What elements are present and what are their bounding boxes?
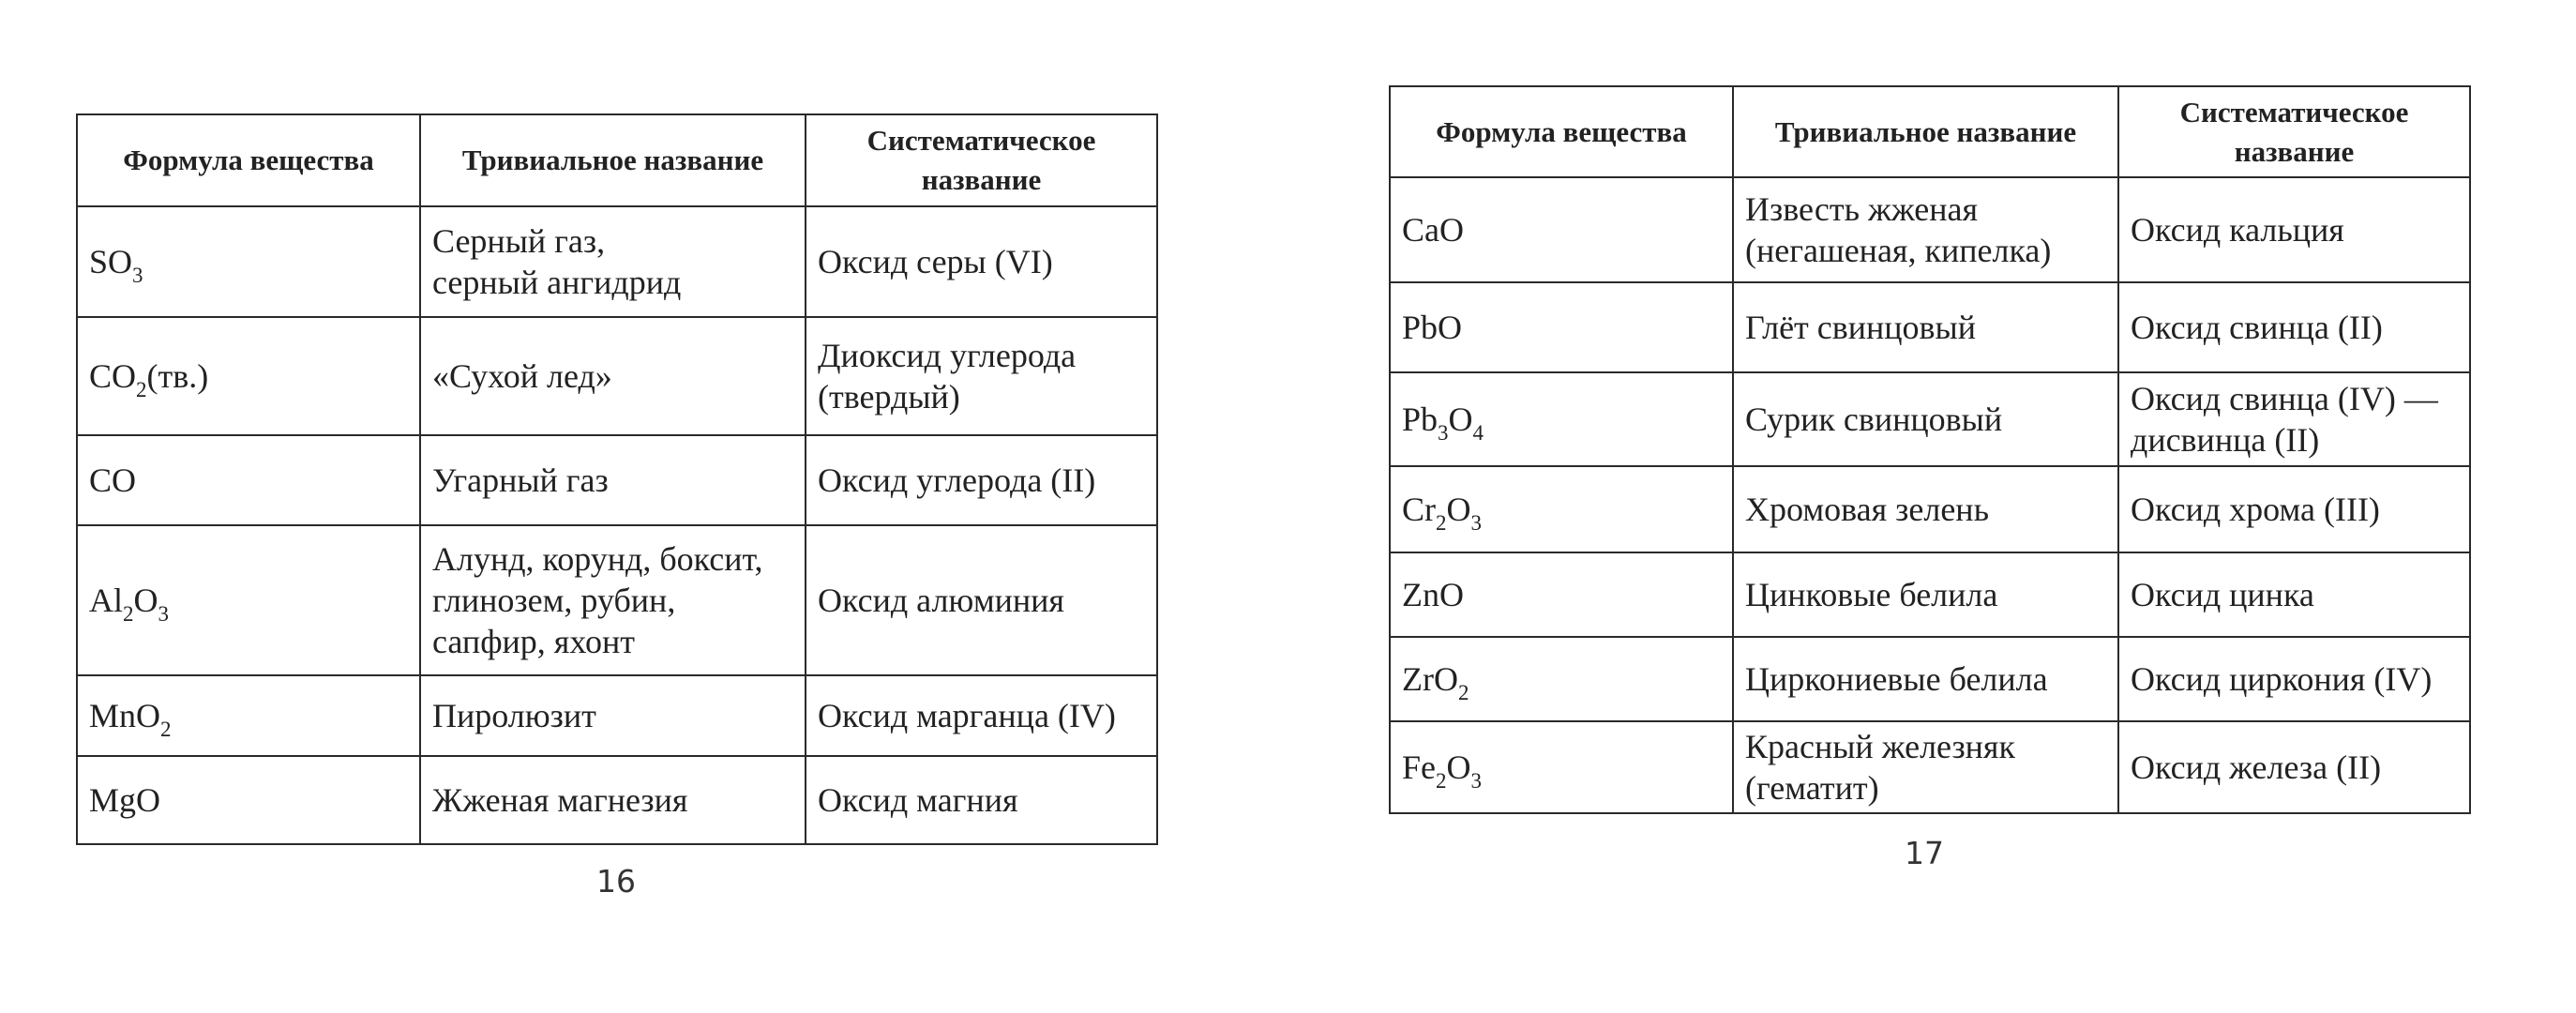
- chemical-formula: [1402, 211, 1464, 249]
- formula-text: ZrO: [1402, 660, 1458, 698]
- chemical-formula: [1402, 576, 1464, 613]
- table-row: [1390, 466, 2470, 552]
- formula-subscript: 3: [1470, 511, 1482, 535]
- trivial-name-cell: [1733, 637, 2118, 721]
- formula-text: CaO: [1402, 211, 1464, 249]
- systematic-name-text: Диоксид углерода (твердый): [818, 337, 1077, 416]
- chemical-formula: [1402, 660, 1469, 704]
- table-row: [77, 206, 1157, 317]
- formula-cell: [77, 756, 420, 844]
- chemical-formula: [89, 582, 169, 626]
- chemical-formula: [1402, 491, 1482, 535]
- trivial-name-cell: [1733, 282, 2118, 372]
- formula-cell: [1390, 282, 1733, 372]
- formula-subscript: 2: [1457, 681, 1469, 704]
- formula-text: PbO: [1402, 309, 1463, 346]
- systematic-name-cell: [2118, 372, 2470, 466]
- formula-subscript: 3: [1438, 421, 1449, 445]
- trivial-name-text: Угарный газ: [432, 461, 609, 499]
- systematic-name-cell: [806, 435, 1157, 525]
- systematic-name-text: Оксид цинка: [2131, 576, 2314, 613]
- oxides-table-right: [1389, 85, 2471, 814]
- formula-text: O: [1448, 401, 1473, 438]
- systematic-name-cell: [2118, 637, 2470, 721]
- formula-subscript: 3: [132, 264, 143, 287]
- header-trivial-name: Тривиальное название: [420, 114, 806, 206]
- formula-text: Cr: [1402, 491, 1436, 528]
- trivial-name-cell: [1733, 552, 2118, 637]
- systematic-name-cell: [2118, 721, 2470, 813]
- table-row: [1390, 552, 2470, 637]
- formula-subscript: 3: [1470, 769, 1482, 793]
- table-row: [77, 675, 1157, 756]
- formula-text: O: [1446, 491, 1471, 528]
- header-trivial-name: Тривиальное название: [1733, 86, 2118, 177]
- trivial-name-text: «Сухой лед»: [432, 357, 612, 395]
- trivial-name-text: Пиролюзит: [432, 697, 596, 734]
- formula-text: Pb: [1402, 401, 1439, 438]
- formula-cell: [1390, 721, 1733, 813]
- formula-cell: [1390, 552, 1733, 637]
- chemical-formula: [89, 697, 172, 741]
- trivial-name-text: Известь жженая (негашеная, кипелка): [1745, 190, 2052, 269]
- table-row: [1390, 177, 2470, 282]
- formula-subscript: 3: [158, 602, 169, 626]
- chemical-formula: [1402, 309, 1462, 346]
- systematic-name-text: Оксид серы (VI): [818, 243, 1053, 280]
- formula-cell: [1390, 466, 1733, 552]
- formula-cell: [77, 675, 420, 756]
- systematic-name-cell: [806, 756, 1157, 844]
- formula-text: MgO: [89, 781, 161, 819]
- formula-cell: [77, 525, 420, 675]
- systematic-name-cell: [2118, 282, 2470, 372]
- table-row: [77, 756, 1157, 844]
- formula-text: (тв.): [146, 357, 209, 395]
- table-row: [77, 317, 1157, 435]
- formula-subscript: 2: [160, 718, 172, 741]
- trivial-name-text: Сурик свинцовый: [1745, 401, 2003, 438]
- formula-cell: [1390, 372, 1733, 466]
- table-row: [77, 435, 1157, 525]
- trivial-name-cell: [420, 435, 806, 525]
- right-page: [1288, 0, 2576, 1013]
- trivial-name-cell: [1733, 372, 2118, 466]
- table-header-row: [1390, 86, 2470, 177]
- formula-text: CO: [89, 357, 137, 395]
- systematic-name-text: Оксид свинца (IV) — дисвинца (II): [2131, 380, 2438, 459]
- formula-text: SO: [89, 243, 133, 280]
- table-row: [1390, 372, 2470, 466]
- chemical-formula: [89, 357, 209, 401]
- header-formula: Формула вещества: [1390, 86, 1733, 177]
- trivial-name-text: Глёт свинцовый: [1745, 309, 1977, 346]
- systematic-name-text: Оксид алюминия: [818, 582, 1064, 619]
- oxides-table-left: [76, 113, 1158, 845]
- systematic-name-text: Оксид марганца (IV): [818, 697, 1116, 734]
- trivial-name-cell: [420, 317, 806, 435]
- systematic-name-text: Оксид свинца (II): [2131, 309, 2383, 346]
- formula-text: CO: [89, 461, 137, 499]
- trivial-name-text: Алунд, корунд, боксит, глинозем, рубин, сапфир, яхонт: [432, 540, 763, 660]
- trivial-name-cell: [1733, 177, 2118, 282]
- formula-text: O: [1446, 748, 1471, 786]
- systematic-name-text: Оксид циркония (IV): [2131, 660, 2433, 698]
- formula-cell: [77, 317, 420, 435]
- header-systematic-name: Систематическое название: [2118, 86, 2470, 177]
- formula-text: Fe: [1402, 748, 1436, 786]
- formula-text: MnO: [89, 697, 161, 734]
- systematic-name-cell: [806, 675, 1157, 756]
- formula-text: O: [133, 582, 158, 619]
- chemical-formula: [1402, 401, 1484, 445]
- table-row: [1390, 721, 2470, 813]
- systematic-name-text: Оксид хрома (III): [2131, 491, 2380, 528]
- formula-cell: [1390, 177, 1733, 282]
- formula-cell: [77, 206, 420, 317]
- formula-subscript: 2: [123, 602, 134, 626]
- trivial-name-cell: [420, 525, 806, 675]
- formula-cell: [1390, 637, 1733, 721]
- trivial-name-text: Серный газ, серный ангидрид: [432, 222, 682, 301]
- systematic-name-cell: [806, 317, 1157, 435]
- formula-cell: [77, 435, 420, 525]
- trivial-name-text: Жженая магнезия: [432, 781, 688, 819]
- systematic-name-text: Оксид магния: [818, 781, 1018, 819]
- formula-text: Al: [89, 582, 123, 619]
- formula-subscript: 2: [1436, 769, 1447, 793]
- trivial-name-cell: [420, 675, 806, 756]
- systematic-name-text: Оксид железа (II): [2131, 748, 2382, 786]
- formula-subscript: 2: [136, 378, 147, 401]
- systematic-name-text: Оксид кальция: [2131, 211, 2344, 249]
- formula-subscript: 2: [1436, 511, 1447, 535]
- page-number: 17: [1905, 835, 1944, 871]
- trivial-name-text: Цинковые белила: [1745, 576, 1998, 613]
- trivial-name-cell: [1733, 466, 2118, 552]
- formula-text: ZnO: [1402, 576, 1464, 613]
- systematic-name-text: Оксид углерода (II): [818, 461, 1096, 499]
- systematic-name-cell: [2118, 177, 2470, 282]
- table-header-row: [77, 114, 1157, 206]
- trivial-name-cell: [1733, 721, 2118, 813]
- table-row: [1390, 282, 2470, 372]
- chemical-formula: [89, 781, 160, 819]
- systematic-name-cell: [806, 206, 1157, 317]
- page-number: 16: [596, 863, 636, 900]
- chemical-formula: [89, 461, 136, 499]
- header-systematic-name: Систематическое название: [806, 114, 1157, 206]
- table-row: [77, 525, 1157, 675]
- table-row: [1390, 637, 2470, 721]
- trivial-name-cell: [420, 756, 806, 844]
- trivial-name-cell: [420, 206, 806, 317]
- systematic-name-cell: [2118, 552, 2470, 637]
- systematic-name-cell: [806, 525, 1157, 675]
- chemical-formula: [1402, 748, 1482, 793]
- trivial-name-text: Хромовая зелень: [1745, 491, 1989, 528]
- trivial-name-text: Красный железняк (гематит): [1745, 728, 2015, 807]
- systematic-name-cell: [2118, 466, 2470, 552]
- formula-subscript: 4: [1472, 421, 1484, 445]
- chemical-formula: [89, 243, 143, 287]
- trivial-name-text: Циркониевые белила: [1745, 660, 2048, 698]
- header-formula: Формула вещества: [77, 114, 420, 206]
